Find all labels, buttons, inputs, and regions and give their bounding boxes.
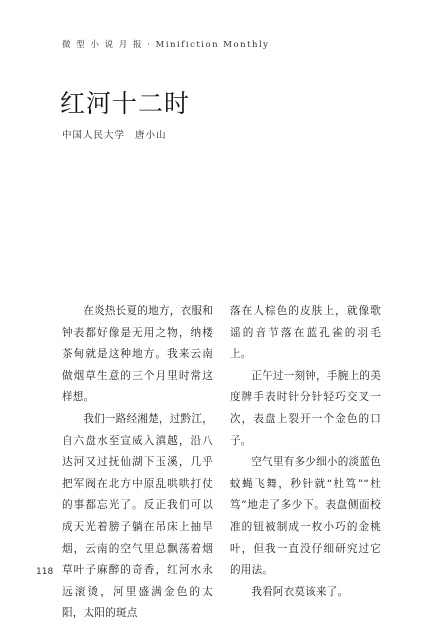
body-column-left [62, 301, 213, 625]
paragraph: 我们一路经湘楚，过黔江，自六盘水至宣威入滇越，沿八达河又过抚仙湖下玉溪，几乎把军阀在北方中原乱哄哄打仗的事都忘光了。反正我们可以成天光着膀子躺在吊床上抽旱烟，云南的空气里总飘荡着烟草叶子麻醉的奇香，红河水永远滚烫，河里盛满金色的太阳，太阳的斑点 [62, 412, 213, 620]
paragraph-continued: 落在人棕色的皮肤上，就像歌谣的音节落在蓝孔雀的羽毛上。 [230, 305, 381, 361]
body-column-right [230, 301, 381, 603]
paragraph: 正午过一刻钟，手腕上的美度牌手表时针分针轻巧交叉一次，表盘上裂开一个金色的口子。 [230, 369, 381, 447]
author-name: 唐小山 [135, 130, 167, 141]
running-head: 微 型 小 说 月 报 · Minifiction Monthly [62, 40, 270, 50]
byline [62, 127, 167, 141]
author-institution: 中国人民大学 [62, 130, 126, 141]
page-number: 118 [36, 567, 54, 577]
paragraph: 我看阿衣莫该来了。 [251, 585, 349, 598]
paragraph: 空气里有多少细小的淡蓝色蚊蝇飞舞，秒针就“杜笃”“杜笃”地走了多少下。表盘侧面校准的钮被制成一枚小巧的金桃叶，但我一直没仔细研究过它的用法。 [230, 456, 381, 577]
paragraph: 在炎热长夏的地方，衣服和钟表都好像是无用之物，纳楼茶甸就是这种地方。我来云南做烟草生意的三个月里时常这样想。 [62, 305, 213, 404]
article-title: 红河十二时 [60, 89, 191, 118]
